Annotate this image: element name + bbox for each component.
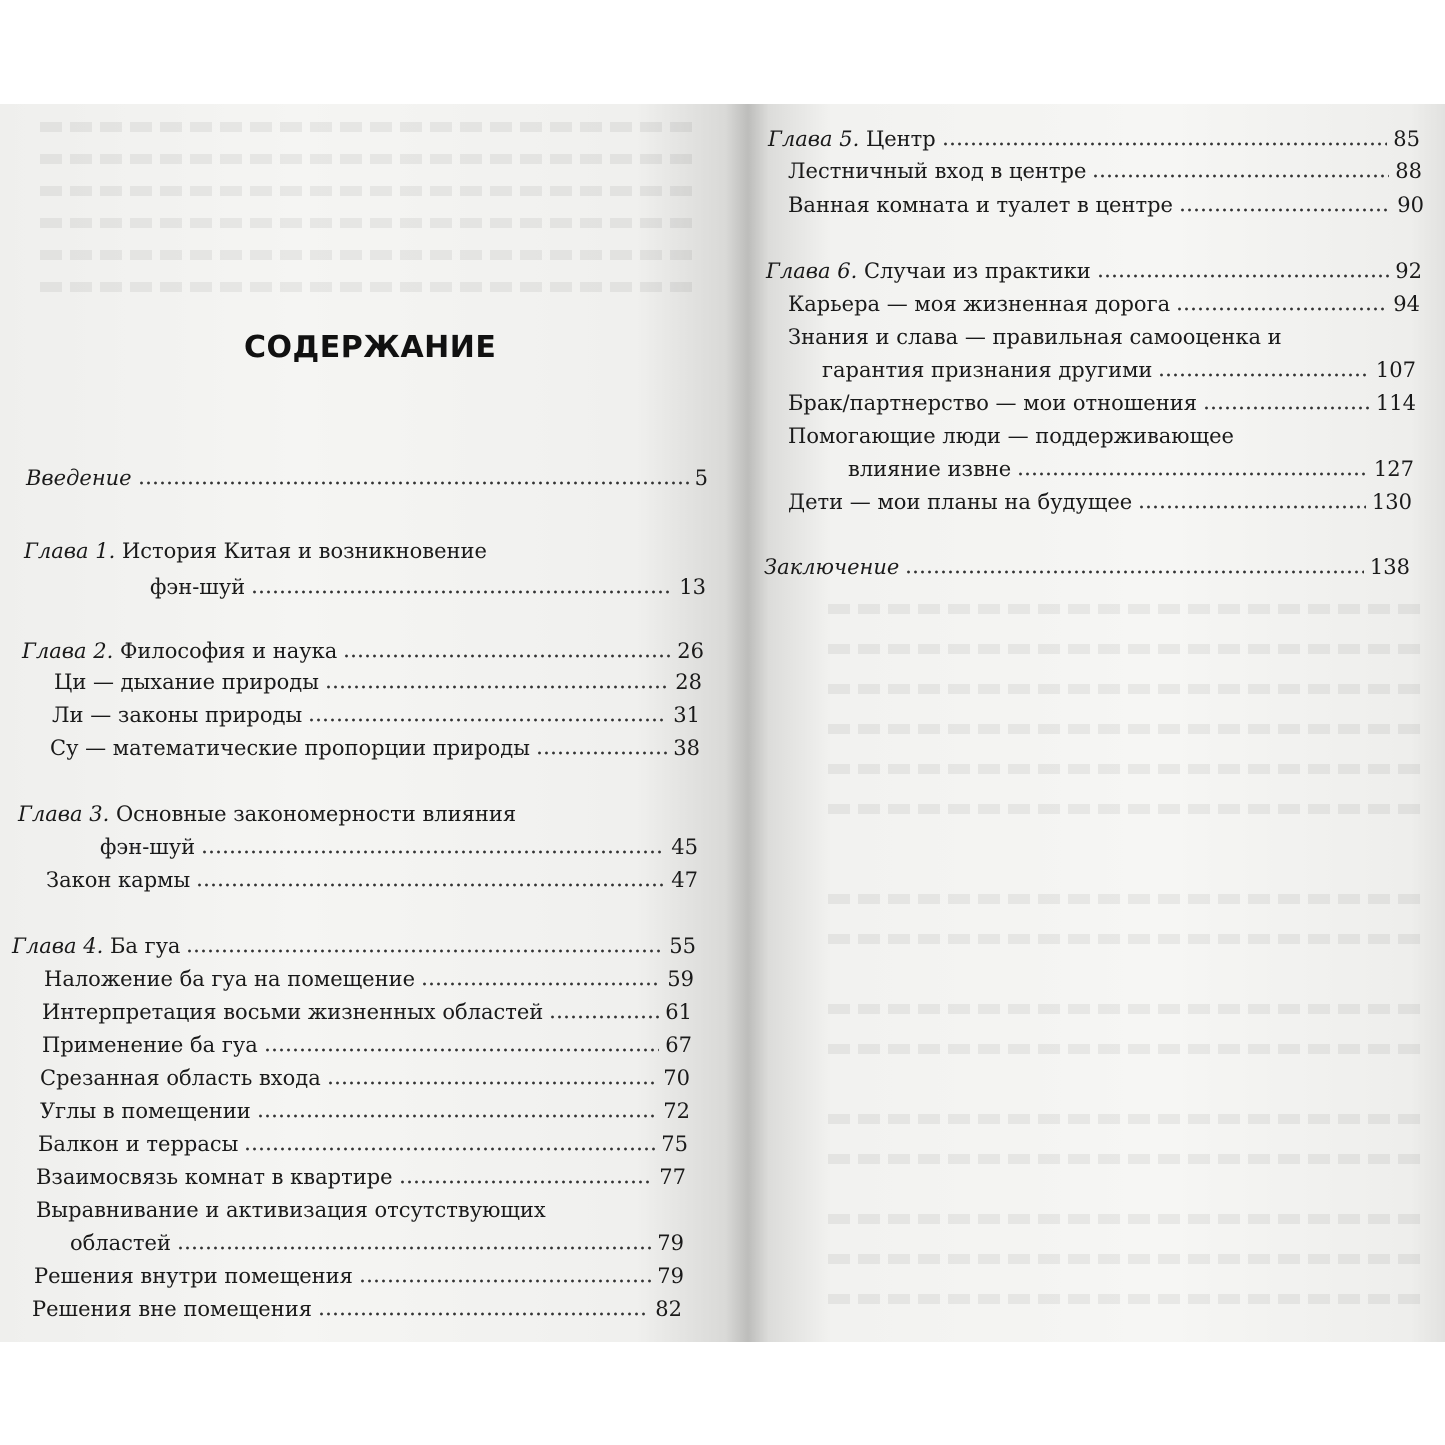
dot-leader — [177, 1246, 651, 1250]
toc-entry — [36, 1164, 686, 1190]
toc-page-number: 31 — [673, 703, 700, 727]
toc-entry — [788, 489, 1412, 515]
toc-label: гарантия признания другими — [822, 358, 1153, 382]
dot-leader — [201, 850, 665, 854]
toc-label: Углы в помещении — [40, 1099, 251, 1123]
toc-page-number: 107 — [1375, 358, 1416, 382]
toc-entry-chapter-5 — [768, 126, 1420, 152]
show-through-text — [40, 282, 700, 292]
book-spread — [0, 104, 1445, 1342]
toc-page-number: 45 — [671, 835, 698, 859]
show-through-text — [828, 604, 1428, 614]
toc-page-number: 92 — [1395, 259, 1422, 283]
toc-entry-chapter-1 — [150, 574, 706, 600]
show-through-text — [828, 1044, 1428, 1054]
toc-label: Применение ба гуа — [42, 1033, 258, 1057]
show-through-text — [828, 764, 1428, 774]
dot-leader — [327, 1081, 658, 1085]
dot-leader — [138, 481, 689, 485]
show-through-text — [40, 218, 700, 228]
toc-label: Ли — законы природы — [52, 703, 303, 727]
toc-page-number: 127 — [1373, 457, 1414, 481]
dot-leader — [244, 1147, 655, 1151]
toc-page-number: 28 — [675, 670, 702, 694]
toc-label: Введение — [26, 466, 132, 490]
chapter-title: Случаи из практики — [863, 259, 1091, 283]
show-through-text — [828, 894, 1428, 904]
dot-leader — [196, 883, 665, 887]
show-through-text — [828, 1254, 1428, 1264]
show-through-text — [828, 1004, 1428, 1014]
toc-page-number: 79 — [657, 1231, 684, 1255]
toc-label: Срезанная область входа — [40, 1066, 321, 1090]
toc-entry — [788, 390, 1416, 416]
toc-page-number: 114 — [1375, 391, 1416, 415]
toc-page-number: 75 — [661, 1132, 688, 1156]
dot-leader — [549, 1015, 659, 1019]
dot-leader — [942, 142, 1388, 146]
toc-entry — [50, 735, 700, 761]
chapter-title: Основные закономерности влияния — [115, 802, 517, 826]
toc-label: Решения внутри помещения — [34, 1264, 353, 1288]
toc-label: Лестничный вход в центре — [788, 159, 1087, 183]
toc-label: Су — математические пропорции природы — [50, 736, 530, 760]
toc-label: Балкон и террасы — [38, 1132, 239, 1156]
toc-label: Карьера — моя жизненная дорога — [788, 292, 1171, 316]
chapter-prefix: Глава 6. — [766, 259, 858, 283]
dot-leader — [1176, 307, 1387, 311]
toc-label: Наложение ба гуа на помещение — [44, 967, 416, 991]
toc-label: Взаимосвязь комнат в квартире — [36, 1165, 393, 1189]
toc-page-number: 67 — [665, 1033, 692, 1057]
show-through-text — [828, 1114, 1428, 1124]
dot-leader — [1092, 174, 1389, 178]
dot-leader — [1158, 373, 1370, 377]
chapter-title: Центр — [865, 127, 936, 151]
toc-entry-conclusion — [764, 554, 1410, 580]
dot-leader — [359, 1279, 651, 1283]
chapter-prefix: Глава 1. — [24, 539, 116, 563]
show-through-text — [828, 934, 1428, 944]
dot-leader — [1097, 274, 1390, 278]
dot-leader — [325, 685, 669, 689]
dot-leader — [1017, 472, 1368, 476]
dot-leader — [399, 1180, 654, 1184]
right-page — [748, 104, 1445, 1342]
toc-entry-first-line: Знания и слава — правильная самооценка и — [788, 325, 1282, 349]
dot-leader — [264, 1048, 660, 1052]
toc-entry — [788, 158, 1422, 184]
toc-entry — [70, 1230, 684, 1256]
toc-page-number: 70 — [663, 1066, 690, 1090]
dot-leader — [421, 982, 661, 986]
toc-entry — [42, 999, 692, 1025]
toc-label: фэн-шуй — [100, 835, 196, 859]
toc-page-number: 88 — [1395, 159, 1422, 183]
page-title: СОДЕРЖАНИЕ — [244, 330, 497, 365]
toc-page-number: 26 — [677, 639, 704, 663]
toc-entry-first-line: Выравнивание и активизация отсутствующих — [36, 1198, 546, 1222]
toc-label: Интерпретация восьми жизненных областей — [42, 1000, 544, 1024]
chapter-prefix: Глава 5. — [768, 127, 860, 151]
toc-page-number: 59 — [667, 967, 694, 991]
toc-page-number: 130 — [1371, 490, 1412, 514]
toc-page-number: 138 — [1369, 555, 1410, 579]
toc-entry — [822, 357, 1416, 383]
toc-entry — [54, 669, 702, 695]
dot-leader — [1179, 208, 1391, 212]
toc-chapter-1-title — [24, 538, 487, 564]
toc-entry — [788, 192, 1424, 218]
show-through-text — [40, 122, 700, 132]
toc-page-number: 38 — [673, 736, 700, 760]
toc-entry-first-line: Помогающие люди — поддерживающее — [788, 424, 1234, 448]
toc-label: влияние извне — [848, 457, 1012, 481]
toc-entry — [44, 966, 694, 992]
toc-entry-chapter-3 — [100, 834, 698, 860]
show-through-text — [828, 1214, 1428, 1224]
toc-label: Брак/партнерство — мои отношения — [788, 391, 1197, 415]
show-through-text — [40, 250, 700, 260]
toc-page-number: 85 — [1393, 127, 1420, 151]
toc-page-number: 61 — [665, 1000, 692, 1024]
toc-page-number: 47 — [671, 868, 698, 892]
toc-page-number: 55 — [669, 934, 696, 958]
toc-label: Решения вне помещения — [32, 1297, 312, 1321]
toc-label: областей — [70, 1231, 171, 1255]
toc-page-number: 79 — [657, 1264, 684, 1288]
dot-leader — [257, 1114, 658, 1118]
dot-leader — [186, 949, 663, 953]
toc-entry — [52, 702, 700, 728]
dot-leader — [318, 1312, 649, 1316]
toc-page-number: 82 — [655, 1297, 682, 1321]
toc-entry — [38, 1131, 688, 1157]
toc-chapter-3-title — [18, 801, 516, 827]
dot-leader — [1138, 505, 1366, 509]
toc-page-number: 77 — [659, 1165, 686, 1189]
toc-page-number: 72 — [663, 1099, 690, 1123]
chapter-prefix: Глава 2. — [22, 639, 114, 663]
toc-label: фэн-шуй — [150, 575, 246, 599]
toc-label: Заключение — [764, 555, 900, 579]
dot-leader — [1203, 406, 1370, 410]
toc-entry-intro — [26, 465, 708, 491]
toc-label: Ци — дыхание природы — [54, 670, 319, 694]
show-through-text — [828, 644, 1428, 654]
toc-entry — [42, 1032, 692, 1058]
show-through-text — [828, 804, 1428, 814]
dot-leader — [308, 718, 667, 722]
chapter-title: История Китая и возникновение — [121, 539, 487, 563]
chapter-prefix: Глава 4. — [12, 934, 104, 958]
show-through-text — [828, 684, 1428, 694]
chapter-prefix: Глава 3. — [18, 802, 110, 826]
chapter-title: Философия и наука — [119, 639, 338, 663]
show-through-text — [828, 1294, 1428, 1304]
toc-entry — [32, 1296, 682, 1322]
dot-leader — [343, 654, 671, 658]
toc-entry-chapter-2 — [22, 638, 704, 664]
show-through-text — [40, 154, 700, 164]
toc-page-number: 5 — [694, 466, 708, 490]
toc-entry — [46, 867, 698, 893]
toc-label: Дети — мои планы на будущее — [788, 490, 1133, 514]
toc-entry — [788, 291, 1420, 317]
dot-leader — [905, 570, 1364, 574]
toc-page-number: 13 — [679, 575, 706, 599]
dot-leader — [536, 751, 667, 755]
chapter-title: Ба гуа — [109, 934, 181, 958]
toc-label: Закон кармы — [46, 868, 191, 892]
show-through-text — [40, 186, 700, 196]
toc-entry — [34, 1263, 684, 1289]
toc-entry — [848, 456, 1414, 482]
toc-entry-chapter-6 — [766, 258, 1422, 284]
left-page — [0, 104, 748, 1342]
toc-page-number: 90 — [1397, 193, 1424, 217]
toc-entry — [40, 1065, 690, 1091]
dot-leader — [251, 590, 673, 594]
toc-entry-chapter-4 — [12, 933, 696, 959]
toc-entry — [40, 1098, 690, 1124]
show-through-text — [828, 1154, 1428, 1164]
toc-label: Ванная комната и туалет в центре — [788, 193, 1173, 217]
show-through-text — [828, 724, 1428, 734]
toc-page-number: 94 — [1393, 292, 1420, 316]
